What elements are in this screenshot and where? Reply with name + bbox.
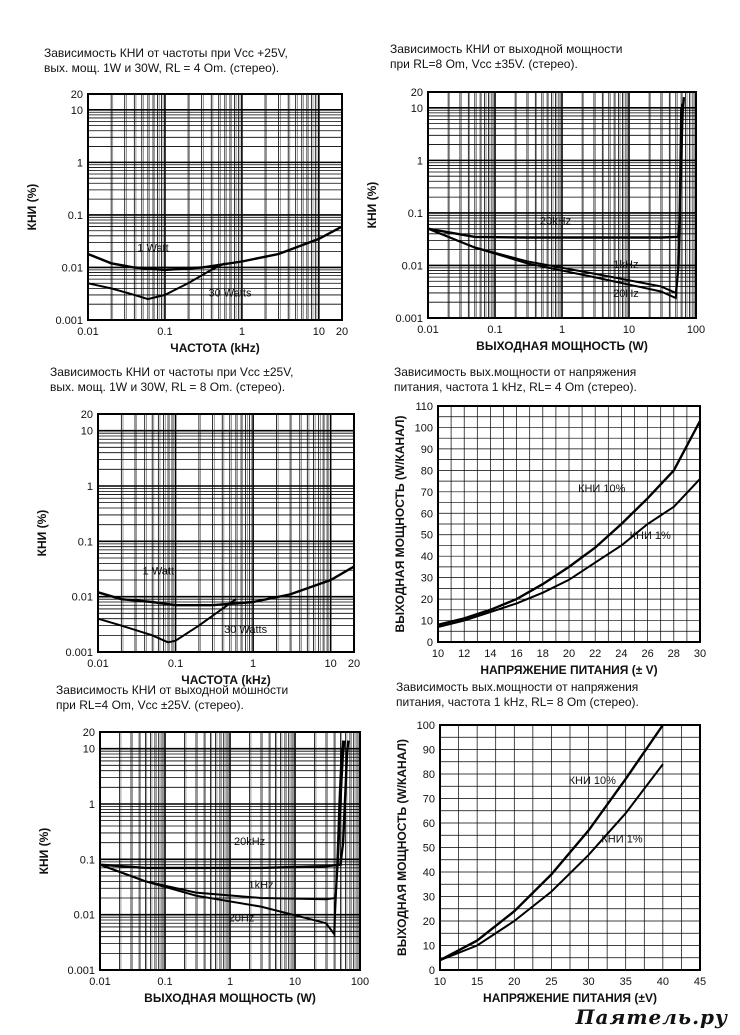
grid [100,732,360,970]
x-tick-label: 30 [582,976,595,988]
y-tick-label: 100 [414,422,433,435]
x-tick-label: 30 [693,648,707,660]
y-tick-label: 10 [410,102,423,115]
curve-label: КНИ 10% [578,482,626,495]
y-tick-label: 50 [422,842,435,855]
x-tick-label: 1 [238,326,245,338]
chart-panel-2 [365,0,740,353]
y-tick-label: 10 [422,940,435,953]
x-tick-label: 10 [622,324,636,336]
y-tick-label: 20 [420,594,433,607]
y-tick-label: 1 [416,155,423,168]
y-tick-label: 90 [420,443,433,456]
y-tick-label: 0.001 [65,647,93,659]
chart-thd-vs-power-4ohm [0,680,370,1035]
y-tick-label: 30 [422,891,435,904]
x-tick-label: 35 [619,976,632,988]
chart-panel-6 [370,680,740,1035]
y-tick-label: 0.001 [395,313,423,325]
y-tick-label: 110 [415,401,433,413]
x-tick-label: 12 [458,648,471,660]
y-tick-label: 1 [76,157,83,170]
site-watermark: Паяmель.ру [575,1005,728,1029]
chart-panel-5 [0,680,370,1035]
y-tick-label: 60 [422,818,435,830]
grid [440,725,700,970]
curve-label: 30 Watts [224,624,268,637]
y-tick-label: 40 [420,551,433,564]
y-tick-label: 0.001 [55,315,83,327]
y-axis-label: КНИ (%) [25,183,39,231]
y-tick-label: 10 [420,615,433,628]
x-tick-label: 0.01 [87,658,109,670]
x-axis-label: ЧАСТОТА (kHz) [170,341,260,355]
grid [98,414,354,652]
series-line-1 [88,227,342,270]
x-tick-label: 1 [226,976,234,988]
x-tick-label: 26 [641,648,654,660]
x-tick-label: 1 [558,324,566,336]
x-tick-label: 45 [693,976,707,988]
grid [438,406,700,642]
x-tick-label: 100 [686,324,706,336]
curve-label: 20kHz [539,215,572,228]
curve-label: 1kHz [613,258,639,271]
y-tick-label: 100 [416,720,435,732]
x-axis-label: ВЫХОДНАЯ МОЩНОСТЬ (W) [476,339,648,353]
y-tick-label: 50 [420,529,433,542]
x-tick-label: 1 [250,658,257,670]
chart-thd-vs-frequency-8ohm [0,350,370,687]
x-tick-label: 10 [312,326,325,338]
chart-title: Зависимость КНИ от выходной мощности при RL=8 Om, Vcc ±35V. (стерео). [390,42,623,71]
y-tick-label: 0.1 [79,854,95,867]
x-tick-label: 22 [589,648,602,660]
chart-power-vs-voltage-8ohm [370,680,740,1035]
y-tick-label: 10 [80,425,93,438]
series-line-3 [428,108,681,301]
y-tick-label: 20 [82,727,95,739]
y-tick-label: 0.01 [73,909,95,922]
curve-label: 30 Watts [208,287,252,300]
y-tick-label: 0 [426,637,433,649]
y-tick-label: 0.01 [61,262,83,275]
y-tick-label: 80 [422,769,435,781]
plot-frame [88,94,342,320]
x-tick-label: 0.1 [167,658,184,670]
x-tick-label: 0.01 [89,976,111,988]
series-line-2 [428,104,682,293]
grid [88,94,342,320]
x-tick-label: 10 [431,648,445,660]
x-tick-label: 16 [510,648,523,660]
x-tick-label: 10 [433,976,447,988]
y-tick-label: 10 [70,104,83,117]
y-tick-label: 20 [410,87,423,99]
y-tick-label: 60 [420,508,433,521]
curve-label: КНИ 10% [568,774,616,787]
y-axis-label: ВЫХОДНАЯ МОЩНОСТЬ (W/КАНАЛ) [395,739,409,956]
x-axis-label: ВЫХОДНАЯ МОЩНОСТЬ (W) [144,991,316,1005]
y-tick-label: 0 [428,965,435,977]
x-tick-label: 28 [667,648,680,660]
chart-panel-3 [0,350,370,687]
y-tick-label: 90 [422,744,435,757]
x-axis-label: НАПРЯЖЕНИЕ ПИТАНИЯ (±V) [483,991,657,1005]
y-tick-label: 20 [70,89,83,101]
y-tick-label: 0.1 [67,209,83,222]
x-tick-label: 10 [324,658,337,670]
y-tick-label: 1 [88,798,95,811]
y-tick-label: 0.01 [71,591,93,604]
grid [428,92,696,318]
y-tick-label: 0.1 [77,536,93,549]
x-tick-label: 20 [335,326,349,338]
y-tick-label: 20 [80,409,93,421]
curve-label: 1 Watt [137,242,169,255]
x-tick-label: 0.1 [157,976,173,988]
y-tick-label: 30 [420,572,433,585]
y-axis-label: КНИ (%) [365,181,379,229]
x-tick-label: 14 [484,648,497,660]
y-tick-label: 70 [422,793,435,806]
x-tick-label: 100 [350,976,370,988]
y-tick-label: 80 [420,465,433,478]
x-tick-label: 40 [656,976,669,988]
chart-power-vs-voltage-4ohm [370,350,740,680]
y-axis-label: КНИ (%) [37,827,51,875]
y-tick-label: 0.001 [67,965,95,977]
chart-thd-vs-frequency-4ohm [0,0,370,355]
x-tick-label: 18 [536,648,549,660]
curve-label: 20Hz [228,912,255,925]
curve-label: 20kHz [233,836,266,849]
plot-frame [98,414,354,652]
chart-panel-1 [0,0,370,355]
x-tick-label: 20 [508,976,521,988]
y-tick-label: 10 [82,743,95,756]
chart-title: Зависимость КНИ от частоты при Vcc +25V, вых. мощ. 1W и 30W, RL = 4 Om. (стерео). [44,46,288,75]
curve-label: 1 Watt [142,565,175,578]
x-tick-label: 15 [471,976,484,988]
y-tick-label: 70 [420,486,433,499]
y-axis-label: ВЫХОДНАЯ МОЩНОСТЬ (W/КАНАЛ) [393,415,407,633]
x-tick-label: 10 [288,976,302,988]
x-tick-label: 20 [562,648,576,660]
x-tick-label: 20 [347,658,361,670]
y-tick-label: 1 [86,480,93,493]
y-axis-label: КНИ (%) [35,509,49,557]
y-tick-label: 40 [422,867,435,879]
chart-title: Зависимость КНИ от частоты при Vcc ±25V, вых. мощ. 1W и 30W, RL = 8 Om. (стерео). [50,365,294,394]
y-tick-label: 20 [422,916,435,928]
x-tick-label: 0.01 [77,326,99,338]
x-tick-label: 0.1 [487,324,503,336]
x-tick-label: 0.01 [417,324,439,336]
x-tick-label: 25 [545,976,558,988]
x-axis-label: ЧАСТОТА (kHz) [181,673,271,687]
curve-label: 1kHz [248,879,274,892]
chart-panel-4 [370,350,740,680]
y-tick-label: 0.01 [401,260,423,273]
curve-label: КНИ 1% [601,833,643,846]
x-tick-label: 24 [615,648,628,660]
chart-title: Зависимость вых.мощности от напряжения питания, частота 1 kHz, RL= 8 Om (стерео). [396,680,639,709]
x-tick-label: 0.1 [157,326,173,338]
chart-title: Зависимость КНИ от выходной мошности при RL=4 Om, Vcc ±25V. (стерео). [56,683,289,712]
series-line-2 [100,741,345,900]
x-axis-label: НАПРЯЖЕНИЕ ПИТАНИЯ (± V) [480,663,658,677]
chart-thd-vs-power-8ohm [365,0,740,353]
y-tick-label: 0.1 [407,207,423,220]
curve-label: КНИ 1% [629,530,671,543]
chart-title: Зависимость вых.мощности от напряжения питания, частота 1 kHz, RL= 4 Om (стерео). [394,365,637,394]
series-line-3 [100,741,343,934]
curve-label: 20Hz [613,288,639,301]
